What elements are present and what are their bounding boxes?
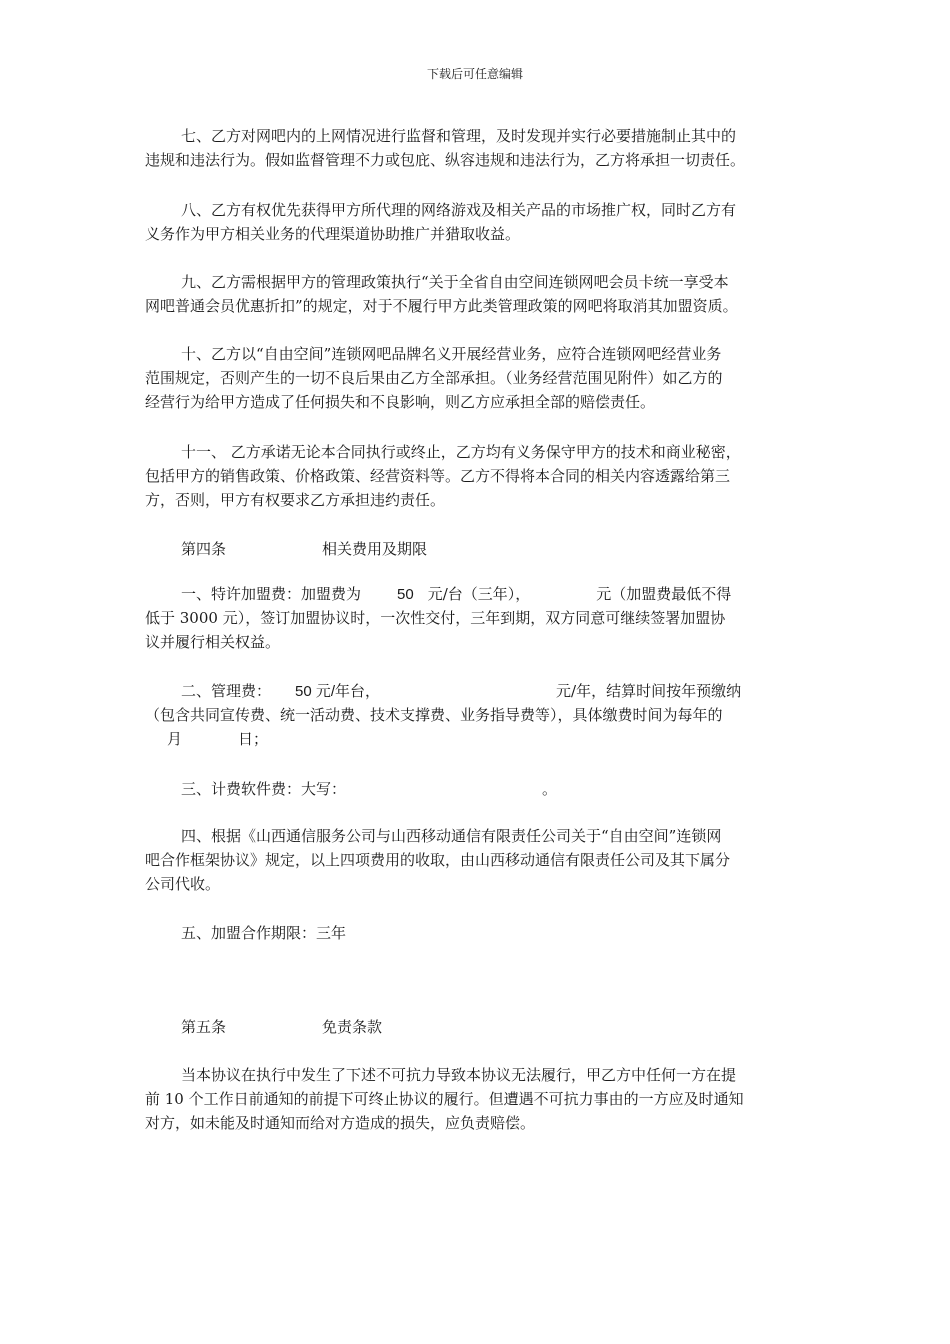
fee-franchise-line-3: 议并履行相关权益。 [145, 633, 281, 651]
fee-collection-line-1: 四、根据《山西通信服务公司与山西移动通信有限责任公司关于“自由空间”连锁网 [181, 827, 722, 845]
clause-10-line-1: 十、乙方以“自由空间”连锁网吧品牌名义开展经营业务，应符合连锁网吧经营业务 [181, 345, 722, 363]
fee-management-line-2: （包含共同宣传费、统一活动费、技术支撑费、业务指导费等），具体缴费时间为每年的 [145, 706, 723, 724]
fee-management-amount: 50 元/年台， [295, 683, 381, 700]
fee-software [145, 777, 815, 801]
fee-management [145, 679, 815, 751]
fee-software-label: 三、计费软件费：大写： [181, 780, 347, 798]
fee-collection-line-2: 吧合作框架协议》规定，以上四项费用的收取，由山西移动通信有限责任公司及其下属分 [145, 851, 731, 869]
fee-franchise [145, 582, 815, 654]
force-majeure-line-3: 对方，如未能及时通知而给对方造成的损失，应负责赔偿。 [145, 1114, 536, 1132]
article-5-heading [145, 1015, 815, 1039]
fee-management-settlement: 元/年，结算时间按年预缴纳 [556, 682, 742, 700]
clause-11-line-3: 方，否则，甲方有权要求乙方承担违约责任。 [145, 491, 446, 509]
franchise-term-text: 五、加盟合作期限：三年 [181, 924, 347, 942]
fee-collection-line-3: 公司代收。 [145, 875, 221, 893]
fee-franchise-min: 元（加盟费最低不得 [596, 585, 732, 603]
franchise-term [145, 921, 815, 945]
clause-9 [145, 270, 815, 318]
article-4-heading [145, 537, 815, 561]
article-5-title: 免责条款 [322, 1018, 383, 1036]
fee-franchise-amount: 50 [397, 586, 414, 603]
article-4-title: 相关费用及期限 [322, 540, 428, 558]
fee-management-day: 日； [238, 730, 269, 748]
clause-7-line-2: 违规和违法行为。假如监督管理不力或包庇、纵容违规和违法行为，乙方将承担一切责任。 [145, 151, 746, 169]
clause-10 [145, 342, 815, 414]
clause-11 [145, 440, 815, 512]
clause-7 [145, 124, 815, 172]
force-majeure-line-2: 前 10 个工作日前通知的前提下可终止协议的履行。但遭遇不可抗力事由的一方应及时通知 [145, 1090, 744, 1108]
article-5-number: 第五条 [181, 1018, 227, 1036]
clause-11-line-1: 十一、 乙方承诺无论本合同执行或终止，乙方均有义务保守甲方的技术和商业秘密， [181, 443, 741, 461]
clause-9-line-2: 网吧普通会员优惠折扣”的规定，对于不履行甲方此类管理政策的网吧将取消其加盟资质。 [145, 297, 738, 315]
fee-management-label: 二、管理费： [181, 682, 272, 700]
clause-11-line-2: 包括甲方的销售政策、价格政策、经营资料等。乙方不得将本合同的相关内容透露给第三 [145, 467, 731, 485]
clause-10-line-2: 范围规定，否则产生的一切不良后果由乙方全部承担。（业务经营范围见附件）如乙方的 [145, 369, 723, 387]
fee-franchise-line-2: 低于 3000 元），签订加盟协议时，一次性交付，三年到期，双方同意可继续签署加盟协 [145, 609, 726, 627]
force-majeure-clause [145, 1063, 815, 1135]
page-header: 下载后可任意编辑 [426, 67, 523, 81]
clause-8-line-1: 八、乙方有权优先获得甲方所代理的网络游戏及相关产品的市场推广权，同时乙方有 [181, 201, 737, 219]
clause-7-line-1: 七、乙方对网吧内的上网情况进行监督和管理，及时发现并实行必要措施制止其中的 [181, 127, 737, 145]
fee-management-month: 月 [167, 730, 183, 748]
clause-8-line-2: 义务作为甲方相关业务的代理渠道协助推广并猎取收益。 [145, 225, 521, 243]
force-majeure-line-1: 当本协议在执行中发生了下述不可抗力导致本协议无法履行，甲乙方中任何一方在提 [181, 1066, 737, 1084]
fee-franchise-label: 一、特许加盟费：加盟费为 [181, 585, 362, 603]
fee-collection [145, 824, 815, 896]
clause-8 [145, 198, 815, 246]
fee-software-end: 。 [542, 780, 558, 798]
clause-9-line-1: 九、乙方需根据甲方的管理政策执行“关于全省自由空间连锁网吧会员卡统一享受本 [181, 273, 729, 291]
fee-franchise-unit: 元/台（三年）， [427, 585, 531, 603]
clause-10-line-3: 经营行为给甲方造成了任何损失和不良影响，则乙方应承担全部的赔偿责任。 [145, 393, 656, 411]
article-4-number: 第四条 [181, 540, 227, 558]
